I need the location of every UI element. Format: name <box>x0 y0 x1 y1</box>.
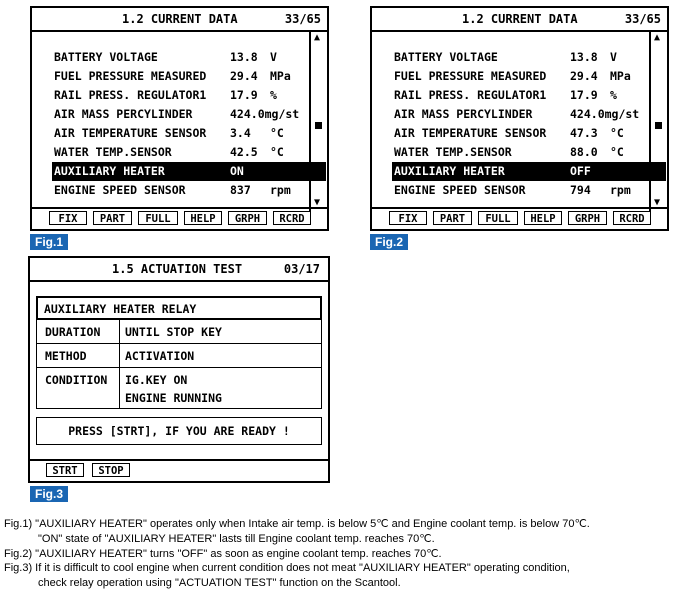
row-value: 29.4 <box>570 69 598 83</box>
row-unit: °C <box>610 126 624 140</box>
data-row[interactable] <box>392 105 666 124</box>
fig3-caption: Fig.3 <box>30 486 68 502</box>
row-value: 88.0 <box>570 145 598 159</box>
scroll-down-icon[interactable]: ▼ <box>314 197 321 208</box>
fig3-actuation-test-screen <box>28 256 330 483</box>
key-help-button[interactable]: HELP <box>524 211 562 225</box>
data-row[interactable] <box>52 67 326 86</box>
row-value: 17.9 <box>570 88 598 102</box>
key-full-button[interactable]: FULL <box>138 211 178 225</box>
row-label: AIR TEMPERATURE SENSOR <box>54 126 207 140</box>
row-unit: V <box>270 50 277 64</box>
data-row[interactable] <box>52 124 326 143</box>
data-row[interactable] <box>52 48 326 67</box>
duration-value: UNTIL STOP KEY <box>125 325 222 339</box>
row-value: 29.4 <box>230 69 258 83</box>
fig3-title: 1.5 ACTUATION TEST <box>112 262 243 276</box>
data-row[interactable] <box>392 67 666 86</box>
data-row[interactable] <box>52 86 326 105</box>
test-details-table <box>36 319 322 409</box>
row-unit: V <box>610 50 617 64</box>
row-unit: rpm <box>610 183 631 197</box>
fig2-title: 1.2 CURRENT DATA <box>462 12 578 26</box>
fig1-current-data-screen <box>30 6 329 231</box>
row-label: ENGINE SPEED SENSOR <box>394 183 526 197</box>
ready-prompt: PRESS [STRT], IF YOU ARE READY ! <box>68 424 290 438</box>
fig2-title-bar <box>372 8 667 32</box>
fig2-current-data-screen <box>370 6 669 231</box>
row-value: 13.8 <box>570 50 598 64</box>
key-help-button[interactable]: HELP <box>184 211 222 225</box>
row-label: FUEL PRESSURE MEASURED <box>394 69 547 83</box>
row-label: RAIL PRESS. REGULATOR1 <box>54 88 207 102</box>
data-row[interactable] <box>392 48 666 67</box>
data-row[interactable] <box>392 124 666 143</box>
key-fix-button[interactable]: FIX <box>49 211 87 225</box>
key-part-button[interactable]: PART <box>93 211 132 225</box>
row-unit: % <box>610 88 617 102</box>
row-label: AIR TEMPERATURE SENSOR <box>394 126 547 140</box>
fig2-caption: Fig.2 <box>370 234 408 250</box>
key-rcrd-button[interactable]: RCRD <box>613 211 651 225</box>
fig3-title-bar <box>30 258 328 282</box>
key-grph-button[interactable]: GRPH <box>228 211 267 225</box>
row-value: ON <box>230 164 244 178</box>
row-label: BATTERY VOLTAGE <box>54 50 158 64</box>
data-row[interactable] <box>52 105 326 124</box>
row-label: RAIL PRESS. REGULATOR1 <box>394 88 547 102</box>
fig2-function-keys <box>372 207 667 229</box>
key-part-button[interactable]: PART <box>433 211 472 225</box>
key-full-button[interactable]: FULL <box>478 211 518 225</box>
key-grph-button[interactable]: GRPH <box>568 211 607 225</box>
condition-value-2: ENGINE RUNNING <box>125 391 222 405</box>
data-row[interactable] <box>52 143 326 162</box>
table-row-divider <box>37 367 321 368</box>
row-label: ENGINE SPEED SENSOR <box>54 183 186 197</box>
data-row[interactable] <box>392 162 666 181</box>
fig1-title: 1.2 CURRENT DATA <box>122 12 238 26</box>
row-value: 42.5 <box>230 145 258 159</box>
table-column-divider <box>119 320 120 408</box>
fig1-data-list <box>52 48 326 200</box>
test-name: AUXILIARY HEATER RELAY <box>44 302 197 316</box>
ready-prompt-box <box>36 417 322 445</box>
row-label: WATER TEMP.SENSOR <box>54 145 172 159</box>
row-value: 794 <box>570 183 591 197</box>
scroll-down-icon[interactable]: ▼ <box>654 197 661 208</box>
row-unit: °C <box>610 145 624 159</box>
scroll-up-icon[interactable]: ▲ <box>314 32 321 43</box>
row-label: AUXILIARY HEATER <box>54 164 165 178</box>
fig2-page-counter: 33/65 <box>624 12 661 26</box>
fig3-page-counter: 03/17 <box>283 262 320 276</box>
key-fix-button[interactable]: FIX <box>389 211 427 225</box>
note-fig1-line1: Fig.1) "AUXILIARY HEATER" operates only when Intake air temp. is below 5℃ and Engine coolant temp. is below 70℃. <box>4 518 590 530</box>
condition-value-1: IG.KEY ON <box>125 373 188 387</box>
fig2-data-list <box>392 48 666 200</box>
row-label: FUEL PRESSURE MEASURED <box>54 69 207 83</box>
fig1-caption: Fig.1 <box>30 234 68 250</box>
row-label: AIR MASS PERCYLINDER <box>54 107 193 121</box>
row-label: WATER TEMP.SENSOR <box>394 145 512 159</box>
note-fig2: Fig.2) "AUXILIARY HEATER" turns "OFF" as soon as engine coolant temp. reaches 70℃. <box>4 548 442 560</box>
data-row[interactable] <box>52 181 326 200</box>
data-row[interactable] <box>392 181 666 200</box>
scroll-up-icon[interactable]: ▲ <box>654 32 661 43</box>
note-fig3-line1: Fig.3) If it is difficult to cool engine when current condition does not meat "AUXILIARY HEATER" operating condition, <box>4 562 570 574</box>
note-fig3-line2: check relay operation using "ACTUATION TEST" function on the Scantool. <box>38 577 401 589</box>
row-value: 17.9 <box>230 88 258 102</box>
test-name-box <box>36 296 322 320</box>
row-value: 424.0mg/st <box>570 107 640 121</box>
row-label: AUXILIARY HEATER <box>394 164 505 178</box>
fig3-function-keys <box>30 459 328 481</box>
row-label: BATTERY VOLTAGE <box>394 50 498 64</box>
fig1-title-bar <box>32 8 327 32</box>
row-value: 424.0mg/st <box>230 107 300 121</box>
condition-label: CONDITION <box>45 373 108 387</box>
row-value: 47.3 <box>570 126 598 140</box>
row-unit: MPa <box>610 69 631 83</box>
row-unit: °C <box>270 145 284 159</box>
fig1-page-counter: 33/65 <box>284 12 321 26</box>
data-row[interactable] <box>392 86 666 105</box>
row-value: 837 <box>230 183 251 197</box>
row-unit: MPa <box>270 69 291 83</box>
row-value: 13.8 <box>230 50 258 64</box>
key-rcrd-button[interactable]: RCRD <box>273 211 311 225</box>
row-value: 3.4 <box>230 126 251 140</box>
duration-label: DURATION <box>45 325 101 339</box>
note-fig1-line2: "ON" state of "AUXILIARY HEATER" lasts till Engine coolant temp. reaches 70℃. <box>38 533 435 545</box>
table-row-divider <box>37 343 321 344</box>
key-stop-button[interactable]: STOP <box>92 463 130 477</box>
row-label: AIR MASS PERCYLINDER <box>394 107 533 121</box>
fig1-function-keys <box>32 207 327 229</box>
data-row[interactable] <box>52 162 326 181</box>
row-unit: °C <box>270 126 284 140</box>
row-value: OFF <box>570 164 591 178</box>
method-value: ACTIVATION <box>125 349 195 363</box>
row-unit: % <box>270 88 277 102</box>
row-unit: rpm <box>270 183 291 197</box>
method-label: METHOD <box>45 349 87 363</box>
key-strt-button[interactable]: STRT <box>46 463 84 477</box>
data-row[interactable] <box>392 143 666 162</box>
